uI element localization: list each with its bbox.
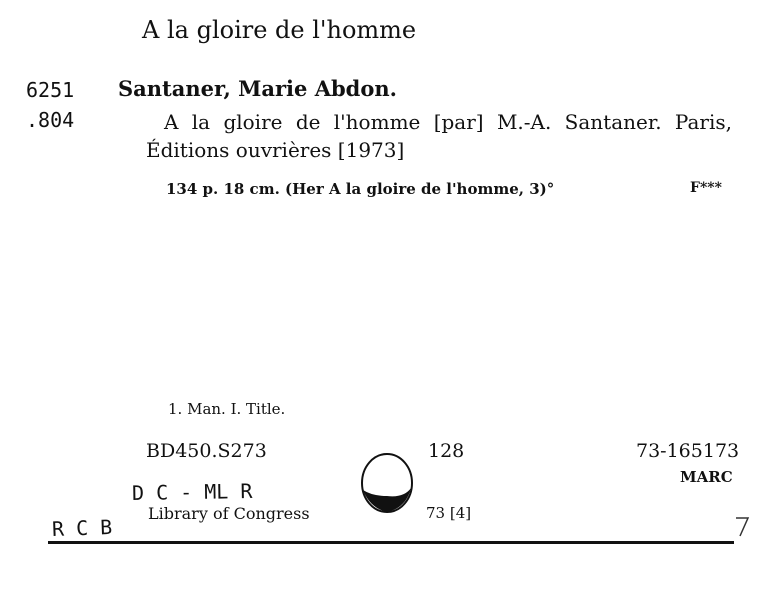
tracings: 1. Man. I. Title. (168, 400, 286, 418)
title-word: la (191, 110, 211, 134)
title-word: l'homme (333, 110, 421, 134)
lccn: 73-165173 (636, 440, 740, 462)
card-header-title: A la gloire de l'homme (142, 16, 417, 44)
dewey-number: 128 (428, 440, 465, 462)
pencil-mark-icon (732, 514, 752, 540)
title-statement-line-2: Éditions ouvrières [1973] (146, 138, 405, 162)
collation-line: 134 p. 18 cm. (Her A la gloire de l'homme, 3)° (166, 180, 555, 198)
handwritten-code: D C - ML R (131, 478, 253, 506)
title-word: [par] (433, 110, 484, 134)
handwritten-initials: R C B (51, 514, 113, 542)
order-code: 73 [4] (426, 504, 472, 522)
lc-classification: BD450.S273 (146, 440, 267, 462)
title-word: M.-A. (496, 110, 552, 134)
f-mark: F*** (690, 180, 722, 196)
title-word: gloire (223, 110, 283, 134)
title-word: de (295, 110, 321, 134)
title-word: Paris, (674, 110, 732, 134)
title-word: A (164, 110, 179, 134)
bottom-rule (48, 541, 734, 544)
title-word: Santaner. (564, 110, 662, 134)
library-of-congress-line: Library of Congress (148, 504, 310, 523)
punch-hole-icon (360, 452, 414, 514)
title-statement-line-1 (164, 110, 732, 134)
marc-label: MARC (680, 468, 733, 486)
call-number-line-1: 6251 (26, 78, 75, 102)
call-number-line-2: .804 (26, 108, 75, 132)
author-heading: Santaner, Marie Abdon. (118, 76, 397, 101)
